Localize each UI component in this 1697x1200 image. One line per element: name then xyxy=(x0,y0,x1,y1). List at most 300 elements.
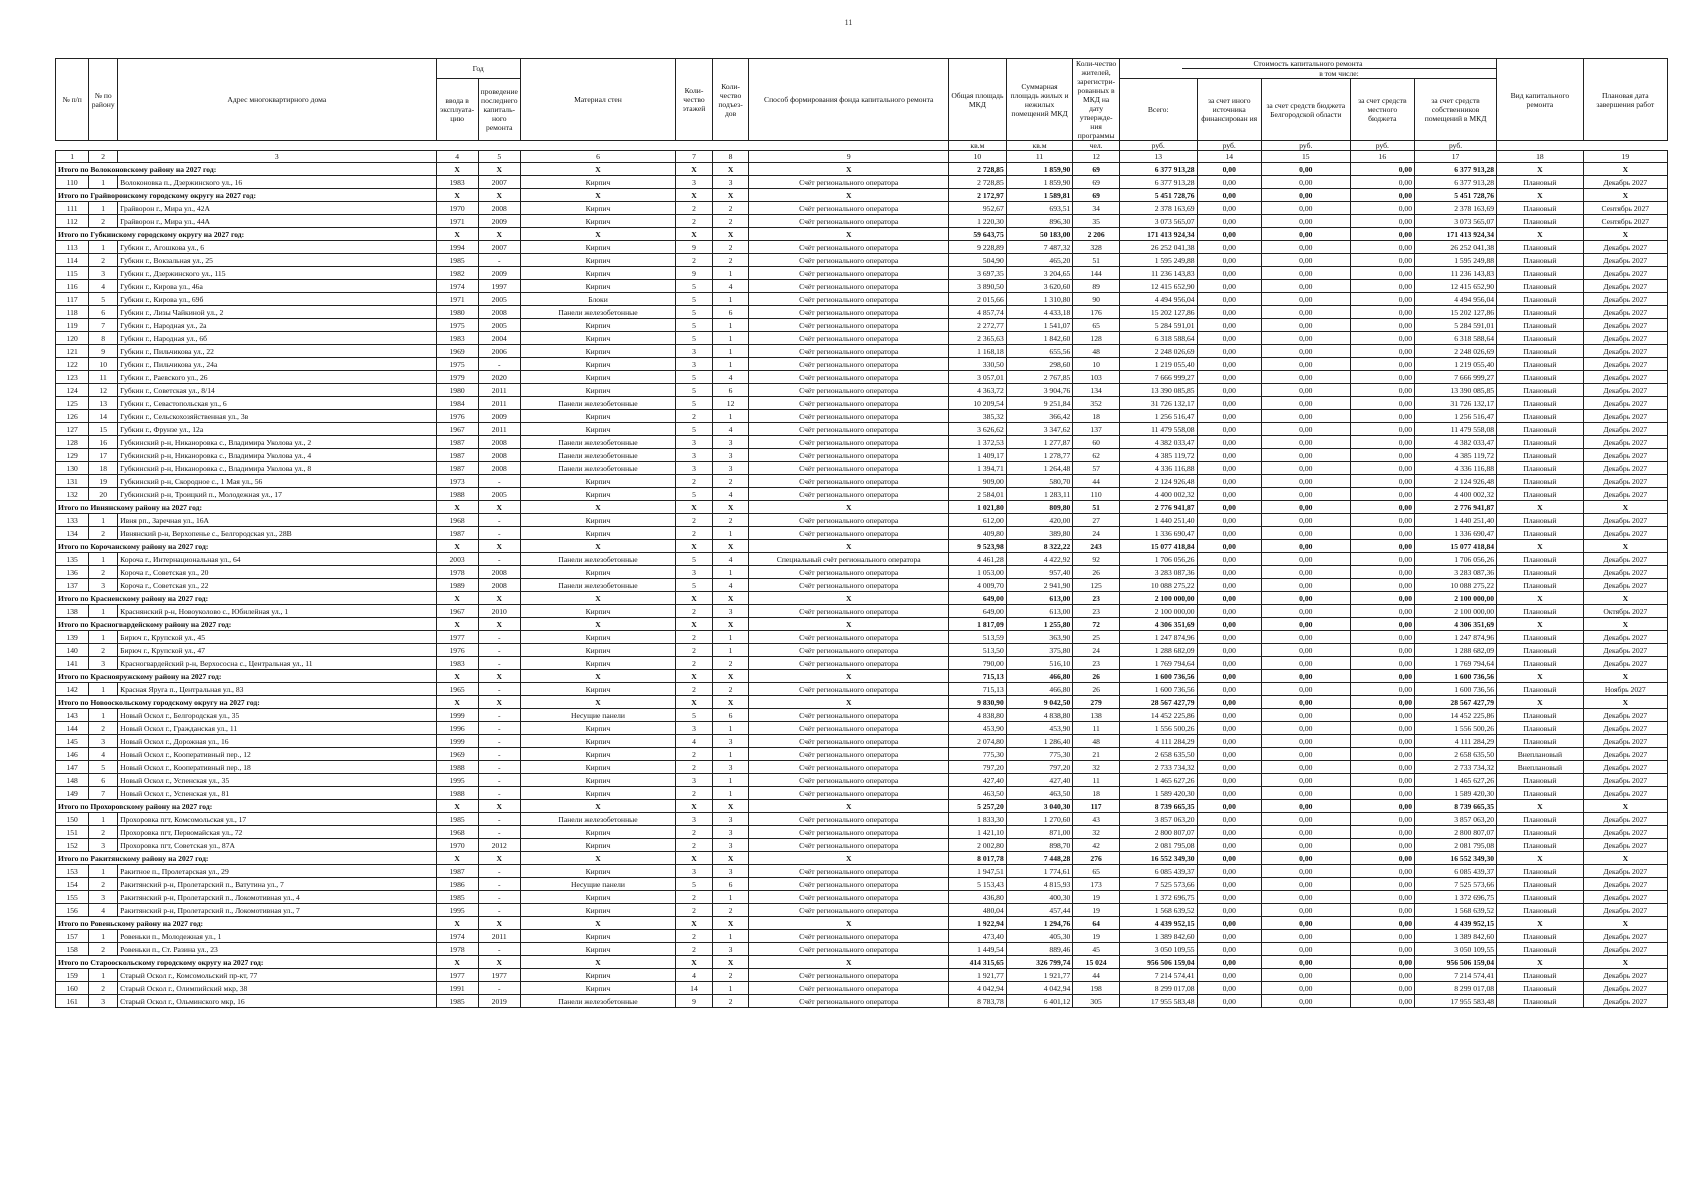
cell-ta: 649,00 xyxy=(949,605,1007,618)
cell-fund: Счёт регионального оператора xyxy=(749,878,949,891)
cell-en: 3 xyxy=(712,865,749,878)
cell-la: 613,00 xyxy=(1006,592,1073,605)
cell-reg: 0,00 xyxy=(1261,722,1350,735)
district-total-row xyxy=(56,917,1668,930)
cell-loc: 0,00 xyxy=(1350,839,1414,852)
cell-o: 0,00 xyxy=(1197,410,1261,423)
cell-fund: X xyxy=(749,592,949,605)
cell-tot: 17 955 583,48 xyxy=(1119,995,1197,1008)
table-row xyxy=(56,969,1668,982)
cell-fl: 5 xyxy=(676,423,713,436)
cell-tot: 2 124 926,48 xyxy=(1119,475,1197,488)
cell-o: 0,00 xyxy=(1197,254,1261,267)
cell-addr: Волоконовка п., Дзержинского ул., 16 xyxy=(118,176,436,189)
cell-fund: Счёт регионального оператора xyxy=(749,202,949,215)
unit-residents: чел. xyxy=(1073,141,1120,151)
cell-fund: Счёт регионального оператора xyxy=(749,176,949,189)
cell-fl: 5 xyxy=(676,709,713,722)
cell-y2: - xyxy=(478,514,520,527)
cell-loc: 0,00 xyxy=(1350,852,1414,865)
cell-own: 26 252 041,38 xyxy=(1415,241,1497,254)
cell-fl: 3 xyxy=(676,566,713,579)
cell-res: 125 xyxy=(1073,579,1120,592)
cell-reg: 0,00 xyxy=(1261,969,1350,982)
cell-own: 1 389 842,60 xyxy=(1415,930,1497,943)
cell-wall: Панели железобетонные xyxy=(520,436,675,449)
cell-date: X xyxy=(1583,917,1667,930)
cell-y2: - xyxy=(478,358,520,371)
cell-fund: X xyxy=(749,540,949,553)
cell-ta: 9 523,98 xyxy=(949,540,1007,553)
cell-la: 957,40 xyxy=(1006,566,1073,579)
cell-tot: 171 413 924,34 xyxy=(1119,228,1197,241)
cell-res: 32 xyxy=(1073,826,1120,839)
cell-wall: Несущие панели xyxy=(520,709,675,722)
cell-ta: 463,50 xyxy=(949,787,1007,800)
cell-fund: Счёт регионального оператора xyxy=(749,748,949,761)
col-number: 6 xyxy=(520,151,675,163)
cell-date: Декабрь 2027 xyxy=(1583,280,1667,293)
cell-fl: 4 xyxy=(676,735,713,748)
cell-date: X xyxy=(1583,540,1667,553)
cell-n: 152 xyxy=(56,839,89,852)
cell-n: 110 xyxy=(56,176,89,189)
cell-ta: 436,80 xyxy=(949,891,1007,904)
cell-y2: 2020 xyxy=(478,371,520,384)
cell-kind: Плановый xyxy=(1497,826,1584,839)
cell-kind: X xyxy=(1497,163,1584,176)
header-cost-local: за счет средств местного бюджета xyxy=(1350,79,1414,141)
cell-y2: X xyxy=(478,163,520,176)
cell-y2: - xyxy=(478,722,520,735)
unit-total-area: кв.м xyxy=(949,141,1007,151)
cell-en: 1 xyxy=(712,774,749,787)
cell-addr: Короча г., Интернациональная ул., 64 xyxy=(118,553,436,566)
cell-date: X xyxy=(1583,670,1667,683)
cell-loc: 0,00 xyxy=(1350,280,1414,293)
cell-d: 18 xyxy=(89,462,118,475)
cell-addr: Губкин г., Кирова ул., 46а xyxy=(118,280,436,293)
cell-fund: Специальный счёт регионального оператора xyxy=(749,553,949,566)
cell-y1: 1982 xyxy=(436,267,478,280)
cell-la: 400,30 xyxy=(1006,891,1073,904)
cell-fl: 5 xyxy=(676,397,713,410)
table-row xyxy=(56,553,1668,566)
cell-date: Декабрь 2027 xyxy=(1583,813,1667,826)
cell-la: 457,44 xyxy=(1006,904,1073,917)
cell-tot: 2 800 807,07 xyxy=(1119,826,1197,839)
cell-loc: 0,00 xyxy=(1350,540,1414,553)
cell-la: 50 183,00 xyxy=(1006,228,1073,241)
cell-res: 18 xyxy=(1073,410,1120,423)
table-row xyxy=(56,644,1668,657)
table-row xyxy=(56,371,1668,384)
cell-tot: 956 506 159,04 xyxy=(1119,956,1197,969)
cell-reg: 0,00 xyxy=(1261,228,1350,241)
cell-n: 153 xyxy=(56,865,89,878)
table-row xyxy=(56,826,1668,839)
cell-y2: 2009 xyxy=(478,215,520,228)
header-cost-owners: за счет средств собственников помещений в МКД xyxy=(1415,79,1497,141)
table-row xyxy=(56,722,1668,735)
cell-o: 0,00 xyxy=(1197,618,1261,631)
cell-en: 4 xyxy=(712,280,749,293)
cell-kind: X xyxy=(1497,956,1584,969)
cell-reg: 0,00 xyxy=(1261,371,1350,384)
cell-o: 0,00 xyxy=(1197,579,1261,592)
cell-ta: 9 830,90 xyxy=(949,696,1007,709)
cell-la: 375,80 xyxy=(1006,644,1073,657)
cell-addr: Губкин г., Сельскохозяйственная ул., 3в xyxy=(118,410,436,423)
cell-addr: Краснянский р-н, Новоуколово с., Юбилейная ул., 1 xyxy=(118,605,436,618)
cell-y2: 2008 xyxy=(478,462,520,475)
cell-n: 155 xyxy=(56,891,89,904)
cell-reg: 0,00 xyxy=(1261,917,1350,930)
cell-n: 122 xyxy=(56,358,89,371)
cell-fund: X xyxy=(749,189,949,202)
cell-reg: 0,00 xyxy=(1261,384,1350,397)
cell-wall: Кирпич xyxy=(520,930,675,943)
cell-en: 1 xyxy=(712,566,749,579)
table-row xyxy=(56,631,1668,644)
cell-ta: 2 728,85 xyxy=(949,163,1007,176)
cell-y1: 2003 xyxy=(436,553,478,566)
cell-y1: 1999 xyxy=(436,735,478,748)
cell-wall: X xyxy=(520,592,675,605)
cell-loc: 0,00 xyxy=(1350,943,1414,956)
cell-fl: X xyxy=(676,852,713,865)
cell-kind: Внеплановый xyxy=(1497,761,1584,774)
cell-wall: Кирпич xyxy=(520,423,675,436)
cell-reg: 0,00 xyxy=(1261,501,1350,514)
cell-la: 8 322,22 xyxy=(1006,540,1073,553)
cell-d: 6 xyxy=(89,774,118,787)
cell-loc: 0,00 xyxy=(1350,579,1414,592)
cell-ta: 1 922,94 xyxy=(949,917,1007,930)
cell-fund: X xyxy=(749,852,949,865)
cell-y2: - xyxy=(478,657,520,670)
cell-y1: X xyxy=(436,670,478,683)
cell-la: 4 042,94 xyxy=(1006,982,1073,995)
cell-fl: 5 xyxy=(676,280,713,293)
cell-d: 2 xyxy=(89,722,118,735)
cell-y2: 2008 xyxy=(478,579,520,592)
cell-wall: Кирпич xyxy=(520,683,675,696)
cell-reg: 0,00 xyxy=(1261,293,1350,306)
cell-wall: Кирпич xyxy=(520,267,675,280)
cell-la: 613,00 xyxy=(1006,605,1073,618)
cell-own: 12 415 652,90 xyxy=(1415,280,1497,293)
cell-d: 8 xyxy=(89,332,118,345)
cell-fund: Счёт регионального оператора xyxy=(749,761,949,774)
cell-own: 1 556 500,26 xyxy=(1415,722,1497,735)
cell-la: 1 277,87 xyxy=(1006,436,1073,449)
table-row xyxy=(56,488,1668,501)
cell-ta: 3 057,01 xyxy=(949,371,1007,384)
header-residents: Коли-чество жителей, зарегистри-рованных в МКД на дату утвержде-ния программы xyxy=(1073,59,1120,141)
cell-y2: X xyxy=(478,189,520,202)
cell-y1: 1985 xyxy=(436,995,478,1008)
cell-loc: 0,00 xyxy=(1350,384,1414,397)
cell-kind: Плановый xyxy=(1497,202,1584,215)
cell-en: 2 xyxy=(712,969,749,982)
cell-fl: X xyxy=(676,189,713,202)
cell-la: 1 286,40 xyxy=(1006,735,1073,748)
cell-tot: 4 306 351,69 xyxy=(1119,618,1197,631)
cell-d: 1 xyxy=(89,813,118,826)
table-row xyxy=(56,358,1668,371)
cell-reg: 0,00 xyxy=(1261,345,1350,358)
cell-wall: Кирпич xyxy=(520,371,675,384)
cell-y1: 1985 xyxy=(436,254,478,267)
cell-y1: X xyxy=(436,501,478,514)
cell-o: 0,00 xyxy=(1197,696,1261,709)
cell-fl: X xyxy=(676,163,713,176)
cell-o: 0,00 xyxy=(1197,891,1261,904)
table-row xyxy=(56,774,1668,787)
cell-res: 328 xyxy=(1073,241,1120,254)
cell-wall: Кирпич xyxy=(520,319,675,332)
cell-date: Декабрь 2027 xyxy=(1583,527,1667,540)
cell-reg: 0,00 xyxy=(1261,267,1350,280)
cell-date: X xyxy=(1583,618,1667,631)
cell-loc: 0,00 xyxy=(1350,332,1414,345)
district-total-row xyxy=(56,228,1668,241)
table-row xyxy=(56,410,1668,423)
cell-date: Декабрь 2027 xyxy=(1583,891,1667,904)
cell-tot: 2 100 000,00 xyxy=(1119,605,1197,618)
cell-wall: Кирпич xyxy=(520,566,675,579)
cell-fl: 2 xyxy=(676,891,713,904)
cell-kind: Плановый xyxy=(1497,969,1584,982)
cell-own: 2 081 795,08 xyxy=(1415,839,1497,852)
cell-la: 466,80 xyxy=(1006,670,1073,683)
col-number: 14 xyxy=(1197,151,1261,163)
cell-n: 121 xyxy=(56,345,89,358)
cell-d: 1 xyxy=(89,683,118,696)
cell-addr: Губкин г., Севастопольская ул., 6 xyxy=(118,397,436,410)
cell-y1: 1980 xyxy=(436,306,478,319)
cell-o: 0,00 xyxy=(1197,839,1261,852)
cell-fund: X xyxy=(749,670,949,683)
cell-y1: X xyxy=(436,956,478,969)
cell-kind: Плановый xyxy=(1497,462,1584,475)
cell-wall: X xyxy=(520,618,675,631)
cell-kind: X xyxy=(1497,592,1584,605)
cell-fund: X xyxy=(749,696,949,709)
cell-own: 4 306 351,69 xyxy=(1415,618,1497,631)
cell-date: Ноябрь 2027 xyxy=(1583,683,1667,696)
district-total-label: Итого по Волоконовскому району на 2027 год: xyxy=(56,163,437,176)
cell-date: Декабрь 2027 xyxy=(1583,319,1667,332)
cell-wall: Кирпич xyxy=(520,241,675,254)
cell-d: 5 xyxy=(89,761,118,774)
cell-wall: X xyxy=(520,800,675,813)
cell-o: 0,00 xyxy=(1197,553,1261,566)
cell-y1: 1968 xyxy=(436,826,478,839)
cell-la: 420,00 xyxy=(1006,514,1073,527)
cell-addr: Ровеньки п., Ст. Разина ул., 23 xyxy=(118,943,436,956)
cell-d: 19 xyxy=(89,475,118,488)
cell-loc: 0,00 xyxy=(1350,501,1414,514)
cell-own: 8 299 017,08 xyxy=(1415,982,1497,995)
cell-addr: Губкин г., Раевского ул., 26 xyxy=(118,371,436,384)
cell-ta: 2 074,80 xyxy=(949,735,1007,748)
cell-kind: Плановый xyxy=(1497,527,1584,540)
cell-loc: 0,00 xyxy=(1350,774,1414,787)
cell-ta: 2 728,85 xyxy=(949,176,1007,189)
cell-own: 4 382 033,47 xyxy=(1415,436,1497,449)
cell-en: 6 xyxy=(712,306,749,319)
cell-ta: 715,13 xyxy=(949,683,1007,696)
cell-en: X xyxy=(712,852,749,865)
cell-ta: 3 626,62 xyxy=(949,423,1007,436)
cell-tot: 3 857 063,20 xyxy=(1119,813,1197,826)
cell-loc: 0,00 xyxy=(1350,215,1414,228)
cell-reg: 0,00 xyxy=(1261,358,1350,371)
col-number: 10 xyxy=(949,151,1007,163)
cell-res: 23 xyxy=(1073,657,1120,670)
cell-y2: - xyxy=(478,553,520,566)
cell-date: Декабрь 2027 xyxy=(1583,436,1667,449)
cell-loc: 0,00 xyxy=(1350,306,1414,319)
cell-la: 465,20 xyxy=(1006,254,1073,267)
cell-ta: 1 449,54 xyxy=(949,943,1007,956)
cell-loc: 0,00 xyxy=(1350,865,1414,878)
cell-ta: 612,00 xyxy=(949,514,1007,527)
cell-ta: 10 209,54 xyxy=(949,397,1007,410)
district-total-label: Итого по Ровеньскому району на 2027 год: xyxy=(56,917,437,930)
cell-tot: 1 600 736,56 xyxy=(1119,683,1197,696)
cell-ta: 4 042,94 xyxy=(949,982,1007,995)
cell-en: 2 xyxy=(712,254,749,267)
cell-wall: Кирпич xyxy=(520,280,675,293)
cell-res: 26 xyxy=(1073,683,1120,696)
cell-la: 693,51 xyxy=(1006,202,1073,215)
cell-kind: Плановый xyxy=(1497,813,1584,826)
cell-kind: X xyxy=(1497,696,1584,709)
cell-la: 1 264,48 xyxy=(1006,462,1073,475)
cell-fund: Счёт регионального оператора xyxy=(749,826,949,839)
cell-loc: 0,00 xyxy=(1350,462,1414,475)
cell-loc: 0,00 xyxy=(1350,228,1414,241)
cell-own: 1 372 696,75 xyxy=(1415,891,1497,904)
cell-own: 15 077 418,84 xyxy=(1415,540,1497,553)
cell-la: 3 204,65 xyxy=(1006,267,1073,280)
cell-kind: Плановый xyxy=(1497,475,1584,488)
cell-la: 363,90 xyxy=(1006,631,1073,644)
cell-res: 110 xyxy=(1073,488,1120,501)
cell-y2: 2006 xyxy=(478,345,520,358)
cell-reg: 0,00 xyxy=(1261,670,1350,683)
cell-addr: Губкин г., Народная ул., 2а xyxy=(118,319,436,332)
header-cost-region: за счет средств бюджета Белгородской области xyxy=(1261,79,1350,141)
cell-d: 1 xyxy=(89,553,118,566)
cell-n: 125 xyxy=(56,397,89,410)
cell-addr: Губкин г., Дзержинского ул., 115 xyxy=(118,267,436,280)
cell-res: 138 xyxy=(1073,709,1120,722)
header-repair-type: Вид капитального ремонта xyxy=(1497,59,1584,141)
cell-date: X xyxy=(1583,800,1667,813)
cell-ta: 480,04 xyxy=(949,904,1007,917)
cell-ta: 4 461,28 xyxy=(949,553,1007,566)
cell-date: Декабрь 2027 xyxy=(1583,358,1667,371)
cell-res: 45 xyxy=(1073,943,1120,956)
cell-ta: 4 363,72 xyxy=(949,384,1007,397)
cell-d: 14 xyxy=(89,410,118,423)
cell-kind: Плановый xyxy=(1497,995,1584,1008)
cell-o: 0,00 xyxy=(1197,306,1261,319)
cell-fl: 9 xyxy=(676,995,713,1008)
cell-wall: Кирпич xyxy=(520,527,675,540)
cell-wall: Кирпич xyxy=(520,488,675,501)
cell-tot: 1 219 055,40 xyxy=(1119,358,1197,371)
cell-fl: 3 xyxy=(676,462,713,475)
cell-o: 0,00 xyxy=(1197,501,1261,514)
cell-en: X xyxy=(712,540,749,553)
cell-y2: 2011 xyxy=(478,397,520,410)
cell-fl: X xyxy=(676,592,713,605)
cell-y2: - xyxy=(478,254,520,267)
cell-date: Декабрь 2027 xyxy=(1583,371,1667,384)
cell-d: 2 xyxy=(89,878,118,891)
cell-en: X xyxy=(712,592,749,605)
cell-y1: 1995 xyxy=(436,774,478,787)
cell-tot: 1 600 736,56 xyxy=(1119,670,1197,683)
cell-reg: 0,00 xyxy=(1261,254,1350,267)
cell-en: 1 xyxy=(712,787,749,800)
district-total-label: Итого по Красненскому району на 2027 год: xyxy=(56,592,437,605)
cell-o: 0,00 xyxy=(1197,657,1261,670)
cell-fl: 5 xyxy=(676,332,713,345)
cell-o: 0,00 xyxy=(1197,631,1261,644)
cell-date: Декабрь 2027 xyxy=(1583,488,1667,501)
cell-res: 26 xyxy=(1073,566,1120,579)
district-total-label: Итого по Старооскольскому городскому округу на 2027 год: xyxy=(56,956,437,969)
cell-fund: Счёт регионального оператора xyxy=(749,488,949,501)
cell-tot: 2 100 000,00 xyxy=(1119,592,1197,605)
cell-res: 26 xyxy=(1073,670,1120,683)
cell-date: Декабрь 2027 xyxy=(1583,514,1667,527)
table-row xyxy=(56,527,1668,540)
cell-fl: X xyxy=(676,501,713,514)
cell-fund: Счёт регионального оператора xyxy=(749,462,949,475)
table-row xyxy=(56,943,1668,956)
cell-tot: 1 589 420,30 xyxy=(1119,787,1197,800)
table-row xyxy=(56,683,1668,696)
cell-en: 2 xyxy=(712,475,749,488)
cell-la: 1 589,81 xyxy=(1006,189,1073,202)
cell-addr: Бирюч г., Крупской ул., 47 xyxy=(118,644,436,657)
cell-la: 896,30 xyxy=(1006,215,1073,228)
cell-y1: X xyxy=(436,540,478,553)
cell-fund: Счёт регионального оператора xyxy=(749,267,949,280)
cell-addr: Грайворон г., Мира ул., 42А xyxy=(118,202,436,215)
cell-res: 21 xyxy=(1073,748,1120,761)
cell-o: 0,00 xyxy=(1197,488,1261,501)
cell-y2: 1977 xyxy=(478,969,520,982)
cell-fl: X xyxy=(676,540,713,553)
cell-wall: Несущие панели xyxy=(520,878,675,891)
table-row xyxy=(56,436,1668,449)
cell-en: X xyxy=(712,228,749,241)
cell-fl: 3 xyxy=(676,865,713,878)
cell-o: 0,00 xyxy=(1197,540,1261,553)
cell-n: 113 xyxy=(56,241,89,254)
cell-n: 119 xyxy=(56,319,89,332)
cell-ta: 3 697,35 xyxy=(949,267,1007,280)
cell-res: 48 xyxy=(1073,735,1120,748)
